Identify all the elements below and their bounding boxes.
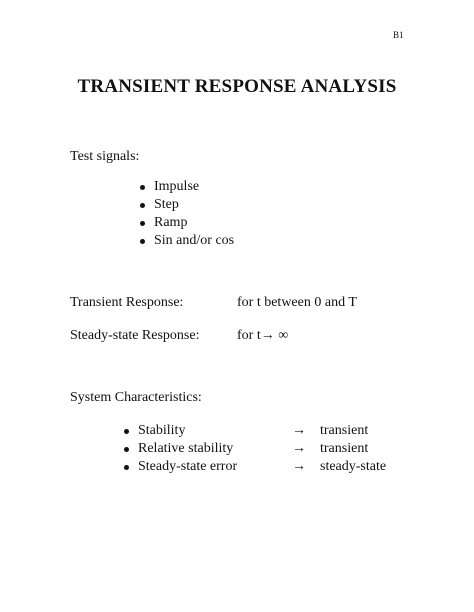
arrow-icon: → xyxy=(292,441,306,456)
steady-state-response-label: Steady-state Response: xyxy=(70,328,200,343)
system-characteristics-heading: System Characteristics: xyxy=(70,390,202,405)
bullet-icon xyxy=(140,203,145,208)
list-item: Impulse xyxy=(140,178,234,196)
list-item xyxy=(124,458,386,476)
bullet-icon xyxy=(124,429,129,434)
page-title: TRANSIENT RESPONSE ANALYSIS xyxy=(77,76,397,97)
characteristic-label: Stability xyxy=(138,423,186,438)
bullet-icon xyxy=(140,185,145,190)
list-item: Ramp xyxy=(140,214,234,232)
characteristic-label: Steady-state error xyxy=(138,459,238,474)
arrow-icon: → xyxy=(292,459,306,474)
characteristic-result: transient xyxy=(320,441,369,456)
test-signals-list xyxy=(140,178,234,250)
bullet-icon xyxy=(124,465,129,470)
steady-state-response-row xyxy=(70,328,288,344)
page-number: B1 xyxy=(393,30,404,40)
transient-response-value: for t between 0 and T xyxy=(237,295,357,310)
transient-response-label: Transient Response: xyxy=(70,295,184,310)
bullet-icon xyxy=(124,447,129,452)
system-characteristics-list xyxy=(124,422,386,476)
steady-state-response-value: for t→ ∞ xyxy=(237,328,289,343)
list-item: Sin and/or cos xyxy=(140,232,234,250)
characteristic-label: Relative stability xyxy=(138,441,234,456)
list-item xyxy=(124,440,386,458)
list-item xyxy=(124,422,386,440)
characteristic-result: steady-state xyxy=(320,459,387,474)
transient-response-row xyxy=(70,295,357,311)
bullet-icon xyxy=(140,221,145,226)
list-item: Step xyxy=(140,196,234,214)
bullet-icon xyxy=(140,239,145,244)
arrow-icon: → xyxy=(292,423,306,438)
test-signals-heading: Test signals: xyxy=(70,149,140,164)
characteristic-result: transient xyxy=(320,423,369,438)
